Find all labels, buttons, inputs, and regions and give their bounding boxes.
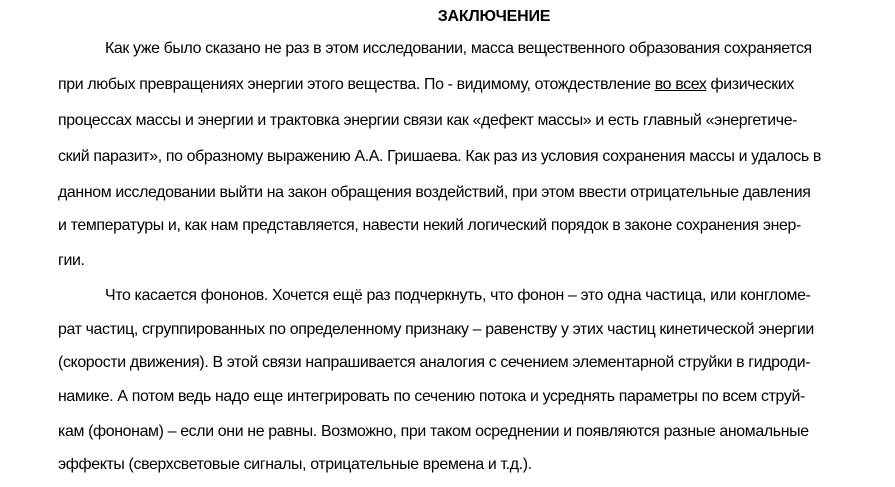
- text-line: и температуры и, как нам представляется, навести некий логический порядок в законе сохранения энер-: [58, 217, 801, 234]
- text-line: ский паразит», по образному выражению А.А. Гришаева. Как раз из условия сохранения массы и удалось в: [58, 148, 821, 165]
- text-line: намике. А потом ведь надо еще интегрировать по сечению потока и усреднять параметры по всем струй-: [58, 388, 805, 405]
- text-line: гии.: [58, 252, 85, 269]
- text-line: эффекты (сверхсветовые сигналы, отрицательные времена и т.д.).: [58, 456, 532, 473]
- text-span: физических: [710, 76, 794, 93]
- text-line: Как уже было сказано не раз в этом исследовании, масса вещественного образования сохраняется: [105, 40, 812, 57]
- text-line: кам (фононам) – если они не равны. Возможно, при таком осреднении и появляются разные аномальные: [58, 423, 809, 440]
- text-span: при любых превращениях энергии этого вещества. По - видимому, отождествление: [58, 76, 651, 93]
- text-line: [58, 72, 794, 98]
- text-line: Что касается фононов. Хочется ещё раз подчеркнуть, что фонон – это одна частица, или конгломе-: [105, 287, 811, 304]
- section-heading: ЗАКЛЮЧЕНИЕ: [437, 8, 551, 25]
- text-line: (скорости движения). В этой связи напрашивается аналогия с сечением элементарной струйки в гидроди-: [58, 354, 811, 371]
- text-line: процессах массы и энергии и трактовка энергии связи как «дефект массы» и есть главный «энергетиче-: [58, 112, 798, 129]
- text-line: данном исследовании выйти на закон обращения воздействий, при этом ввести отрицательные давления: [58, 184, 811, 201]
- text-line: рат частиц, сгруппированных по определенному признаку – равенству у этих частиц кинетической энергии: [58, 321, 814, 338]
- underlined-emphasis: во всех: [654, 76, 707, 93]
